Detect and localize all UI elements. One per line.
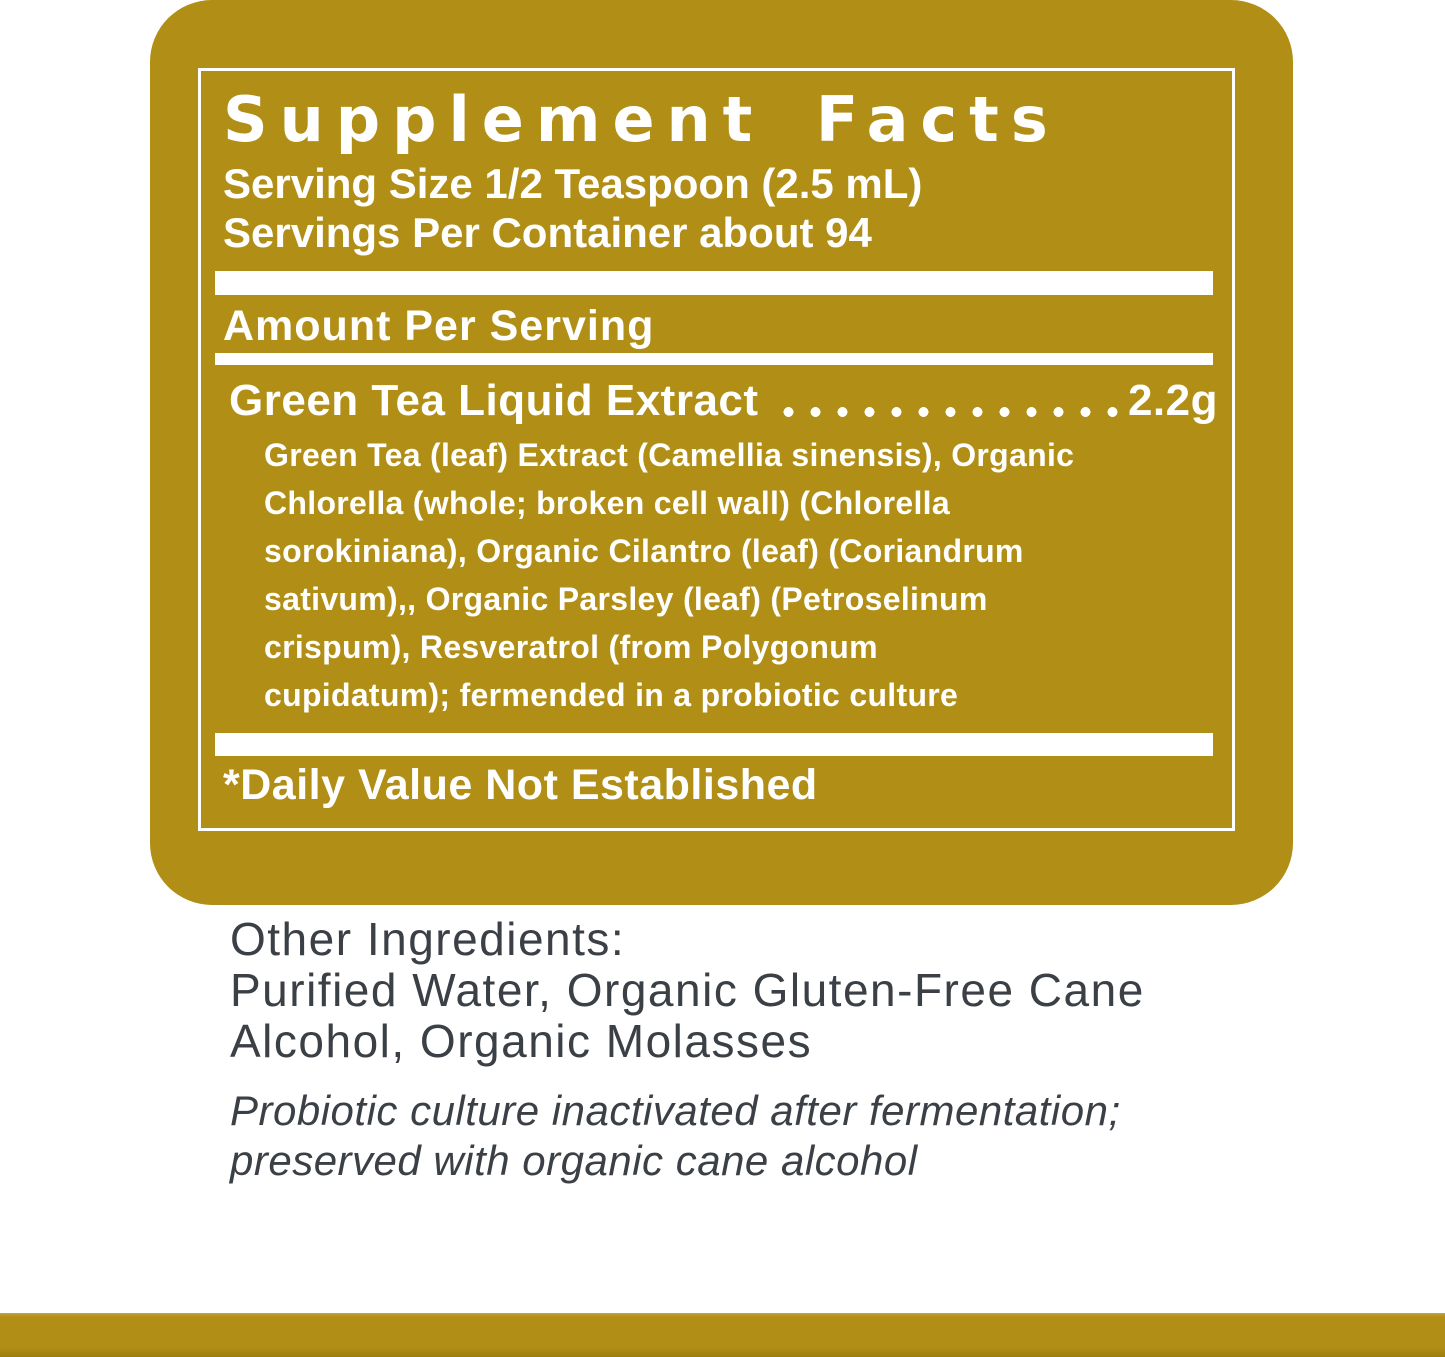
other-ingredients-line: Alcohol, Organic Molasses xyxy=(230,1015,813,1067)
ingredient-name: Green Tea Liquid Extract xyxy=(229,376,759,425)
ingredient-detail-line: sorokiniana), Organic Cilantro (leaf) (Coriandrum xyxy=(264,533,1024,569)
preservation-note-line: preserved with organic cane alcohol xyxy=(230,1137,918,1184)
preservation-note xyxy=(230,1086,1121,1186)
divider-bar-thick xyxy=(215,271,1213,295)
ingredient-detail-line: crispum), Resveratrol (from Polygonum xyxy=(264,629,878,665)
divider-bar-bottom xyxy=(215,733,1213,756)
ingredient-detail-line: Chlorella (whole; broken cell wall) (Chlorella xyxy=(264,485,950,521)
serving-info xyxy=(223,159,922,257)
dot-leader xyxy=(775,407,1120,417)
amount-per-serving-label: Amount Per Serving xyxy=(223,302,655,350)
daily-value-footnote: *Daily Value Not Established xyxy=(223,761,818,809)
other-ingredients-line: Purified Water, Organic Gluten-Free Cane xyxy=(230,964,1145,1016)
serving-size-text: Serving Size 1/2 Teaspoon (2.5 mL) xyxy=(223,160,923,207)
other-ingredients-heading: Other Ingredients: xyxy=(230,913,626,965)
divider-bar-thin xyxy=(215,353,1213,365)
supplement-facts-panel xyxy=(150,0,1293,905)
ingredient-amount: 2.2g xyxy=(1127,376,1218,425)
ingredient-detail-line: sativum),, Organic Parsley (leaf) (Petroselinum xyxy=(264,581,988,617)
ingredient-detail-line: Green Tea (leaf) Extract (Camellia sinensis), Organic xyxy=(264,437,1075,473)
other-ingredients-section xyxy=(230,914,1145,1067)
panel-title: Supplement Facts xyxy=(223,83,1060,156)
ingredient-details xyxy=(264,431,1074,719)
ingredient-detail-line: cupidatum); fermended in a probiotic culture xyxy=(264,677,959,713)
bottom-gold-strip xyxy=(0,1313,1445,1357)
servings-per-container-text: Servings Per Container about 94 xyxy=(223,209,872,256)
ingredient-row xyxy=(229,376,1218,426)
preservation-note-line: Probiotic culture inactivated after fermentation; xyxy=(230,1087,1121,1134)
panel-border-frame xyxy=(198,68,1235,831)
